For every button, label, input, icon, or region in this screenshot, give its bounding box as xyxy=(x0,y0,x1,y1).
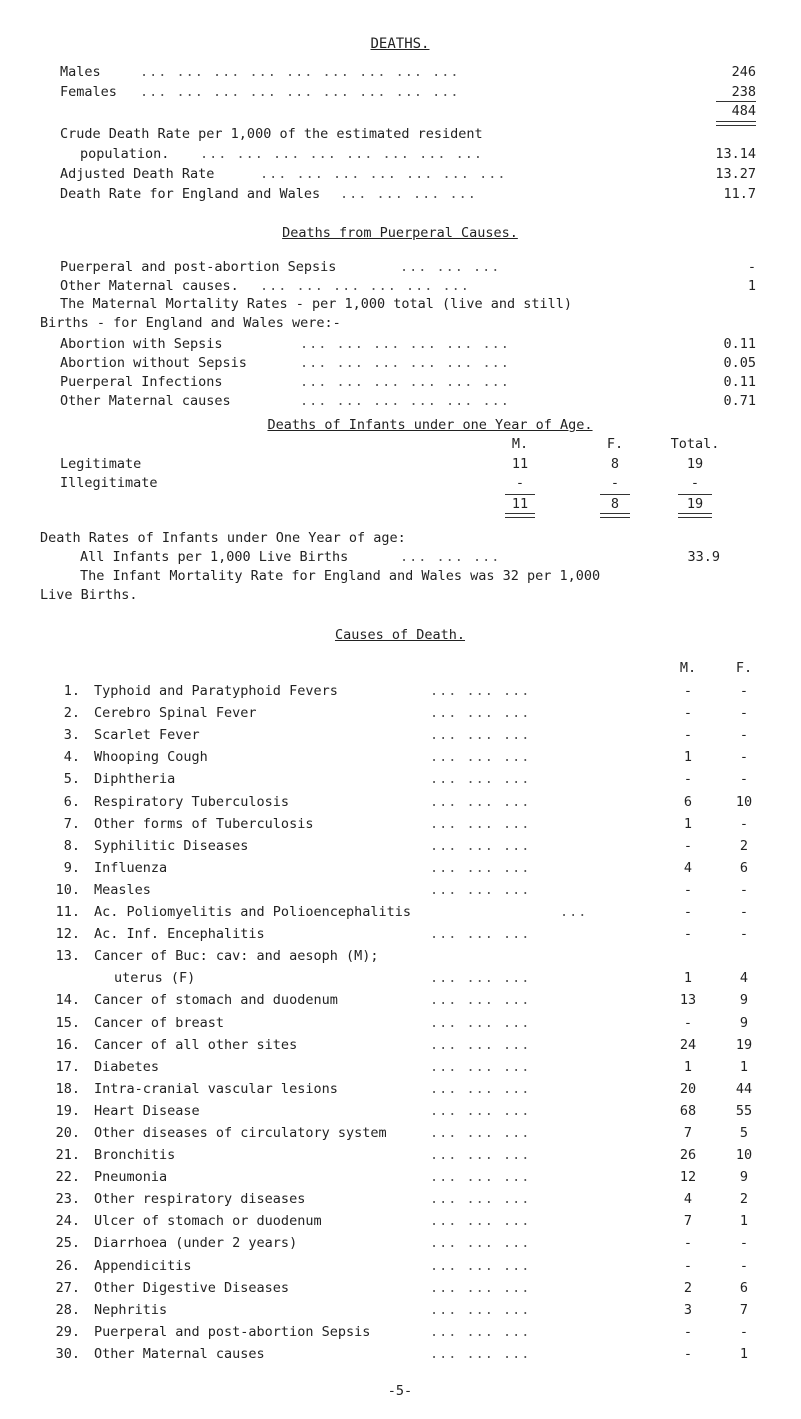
cause-m-value: 1 xyxy=(683,816,693,832)
other-maternal-label: Other Maternal causes. xyxy=(60,278,239,294)
cause-number: 10. xyxy=(55,882,80,898)
cause-number: 20. xyxy=(55,1125,80,1141)
all-infants-value: 33.9 xyxy=(687,549,720,565)
cause-number: 16. xyxy=(55,1037,80,1053)
females-value: 238 xyxy=(731,84,756,100)
cause-m-value: - xyxy=(683,882,693,898)
males-label: Males xyxy=(60,64,101,80)
cause-f-value: 19 xyxy=(735,1037,753,1053)
cause-label: Typhoid and Paratyphoid Fevers xyxy=(94,683,338,699)
ew-rate-label: Death Rate for England and Wales xyxy=(60,186,321,202)
illegitimate-m: - xyxy=(515,475,525,491)
mmr-item-label: Other Maternal causes xyxy=(60,393,231,409)
cause-m-value: - xyxy=(683,705,693,721)
cause-label: Other Digestive Diseases xyxy=(94,1280,290,1296)
causes-header-f: F. xyxy=(735,660,753,676)
cause-m-value: - xyxy=(683,926,693,942)
cause-m-value: 13 xyxy=(679,992,697,1008)
cause-number: 4. xyxy=(63,749,80,765)
cause-number: 21. xyxy=(55,1147,80,1163)
cause-f-value: - xyxy=(739,683,749,699)
dot-leader: ... ... ... xyxy=(430,794,531,810)
dot-leader: ... ... ... xyxy=(430,1015,531,1031)
page-title: DEATHS. xyxy=(370,36,430,52)
infants-total-total: 19 xyxy=(686,496,704,512)
cause-label: Diabetes xyxy=(94,1059,160,1075)
cause-f-value: 9 xyxy=(739,1015,749,1031)
cause-f-value: - xyxy=(739,749,749,765)
cause-label: Ac. Inf. Encephalitis xyxy=(94,926,265,942)
dot-leader: ... ... ... ... ... ... xyxy=(300,336,510,352)
cause-number: 9. xyxy=(63,860,80,876)
cause-f-value: - xyxy=(739,882,749,898)
cause-f-value: 6 xyxy=(739,1280,749,1296)
cause-number: 14. xyxy=(55,992,80,1008)
dbl-rule-m xyxy=(505,513,535,518)
cause-f-value: 10 xyxy=(735,1147,753,1163)
legitimate-m: 11 xyxy=(511,456,529,472)
dot-leader: ... ... ... ... ... ... xyxy=(300,393,510,409)
mmr-item-value: 0.11 xyxy=(723,336,756,352)
cause-label: Diphtheria xyxy=(94,771,176,787)
cause-m-value: 7 xyxy=(683,1125,693,1141)
cause-label: Ac. Poliomyelitis and Polioencephalitis xyxy=(94,904,411,920)
cause-label: Other forms of Tuberculosis xyxy=(94,816,314,832)
mmr-item-label: Abortion with Sepsis xyxy=(60,336,223,352)
cause-f-value: 1 xyxy=(739,1059,749,1075)
dot-leader: ... ... ... xyxy=(430,1169,531,1185)
cause-number: 13. xyxy=(55,948,80,964)
cause-number: 6. xyxy=(63,794,80,810)
dot-leader: ... ... ... xyxy=(430,926,531,942)
dot-leader: ... ... ... xyxy=(430,1059,531,1075)
cause-label: Nephritis xyxy=(94,1302,168,1318)
dot-leader: ... ... ... ... ... ... ... ... xyxy=(200,146,483,162)
cause-m-value: 26 xyxy=(679,1147,697,1163)
crude-label: Crude Death Rate per 1,000 of the estimated resident xyxy=(60,126,483,142)
cause-label: Syphilitic Diseases xyxy=(94,838,249,854)
ew-rate-value: 11.7 xyxy=(723,186,756,202)
legitimate-label: Legitimate xyxy=(60,456,142,472)
cause-label: Cancer of stomach and duodenum xyxy=(94,992,338,1008)
mmr-text: The Maternal Mortality Rates - per 1,000 total (live and still) xyxy=(60,296,573,312)
cause-m-value: 20 xyxy=(679,1081,697,1097)
cause-m-value: - xyxy=(683,1235,693,1251)
infants-title: Deaths of Infants under one Year of Age. xyxy=(267,417,593,433)
cause-label: Bronchitis xyxy=(94,1147,176,1163)
mmr-item-value: 0.71 xyxy=(723,393,756,409)
dot-leader: ... ... ... xyxy=(400,259,501,275)
cause-f-value: 2 xyxy=(739,1191,749,1207)
cause-number: 1. xyxy=(63,683,80,699)
cause-f-value: 2 xyxy=(739,838,749,854)
cause-m-value: - xyxy=(683,683,693,699)
cause-m-value: 3 xyxy=(683,1302,693,1318)
causes-header-m: M. xyxy=(679,660,697,676)
cause-f-value: - xyxy=(739,705,749,721)
rule-total xyxy=(678,494,712,495)
imr-text-cont: Live Births. xyxy=(40,587,138,603)
cause-f-value: 1 xyxy=(739,1213,749,1229)
crude-value: 13.14 xyxy=(715,146,756,162)
cause-m-value: 7 xyxy=(683,1213,693,1229)
dot-leader: ... ... ... xyxy=(430,1346,531,1362)
cause-f-value: 55 xyxy=(735,1103,753,1119)
total-value: 484 xyxy=(731,103,756,119)
cause-label: Other diseases of circulatory system xyxy=(94,1125,387,1141)
dot-leader: ... ... ... ... ... ... ... ... ... xyxy=(140,84,460,100)
cause-label-cont: uterus (F) xyxy=(114,970,196,986)
cause-number: 26. xyxy=(55,1258,80,1274)
cause-label: Diarrhoea (under 2 years) xyxy=(94,1235,298,1251)
cause-f-value: 5 xyxy=(739,1125,749,1141)
cause-m-value: - xyxy=(683,771,693,787)
mmr-item-label: Abortion without Sepsis xyxy=(60,355,247,371)
cause-f-value: 1 xyxy=(739,1346,749,1362)
cause-label: Whooping Cough xyxy=(94,749,208,765)
dot-leader: ... ... ... xyxy=(430,970,531,986)
cause-label: Cancer of all other sites xyxy=(94,1037,298,1053)
dot-leader: ... xyxy=(560,904,588,920)
cause-m-value: - xyxy=(683,1324,693,1340)
cause-f-value: - xyxy=(739,771,749,787)
cause-label: Other respiratory diseases xyxy=(94,1191,306,1207)
cause-f-value: 4 xyxy=(739,970,749,986)
cause-m-value: 6 xyxy=(683,794,693,810)
dot-leader: ... ... ... xyxy=(430,1213,531,1229)
cause-m-value: 1 xyxy=(683,970,693,986)
dot-leader: ... ... ... xyxy=(430,705,531,721)
cause-number: 8. xyxy=(63,838,80,854)
dot-leader: ... ... ... ... ... ... ... ... ... xyxy=(140,64,460,80)
dot-leader: ... ... ... xyxy=(430,1280,531,1296)
dot-leader: ... ... ... xyxy=(430,992,531,1008)
cause-f-value: - xyxy=(739,727,749,743)
cause-label: Scarlet Fever xyxy=(94,727,200,743)
dot-leader: ... ... ... xyxy=(430,838,531,854)
cause-m-value: 12 xyxy=(679,1169,697,1185)
cause-number: 15. xyxy=(55,1015,80,1031)
adjusted-value: 13.27 xyxy=(715,166,756,182)
sum-rule xyxy=(716,101,756,102)
cause-m-value: 2 xyxy=(683,1280,693,1296)
infants-total-m: 11 xyxy=(511,496,529,512)
cause-m-value: 1 xyxy=(683,1059,693,1075)
cause-number: 22. xyxy=(55,1169,80,1185)
dot-leader: ... ... ... ... ... ... xyxy=(300,374,510,390)
cause-m-value: 4 xyxy=(683,860,693,876)
dot-leader: ... ... ... ... xyxy=(340,186,477,202)
infants-header-f: F. xyxy=(606,436,624,452)
dbl-rule-f xyxy=(600,513,630,518)
rule-f xyxy=(600,494,630,495)
cause-number: 17. xyxy=(55,1059,80,1075)
sepsis-value: - xyxy=(747,259,756,275)
dbl-rule-total xyxy=(678,513,712,518)
cause-number: 18. xyxy=(55,1081,80,1097)
dot-leader: ... ... ... xyxy=(430,860,531,876)
dot-leader: ... ... ... xyxy=(430,1258,531,1274)
dot-leader: ... ... ... xyxy=(430,1103,531,1119)
infant-rates-title: Death Rates of Infants under One Year of age: xyxy=(40,530,406,546)
cause-f-value: 7 xyxy=(739,1302,749,1318)
cause-number: 27. xyxy=(55,1280,80,1296)
mmr-item-value: 0.05 xyxy=(723,355,756,371)
cause-f-value: - xyxy=(739,1258,749,1274)
cause-label: Measles xyxy=(94,882,151,898)
cause-label: Pneumonia xyxy=(94,1169,168,1185)
cause-m-value: 4 xyxy=(683,1191,693,1207)
cause-f-value: - xyxy=(739,816,749,832)
mmr-text-cont: Births - for England and Wales were:- xyxy=(40,315,341,331)
cause-number: 7. xyxy=(63,816,80,832)
cause-number: 5. xyxy=(63,771,80,787)
infants-header-total: Total. xyxy=(670,436,720,452)
cause-label: Cancer of breast xyxy=(94,1015,225,1031)
cause-label: Puerperal and post-abortion Sepsis xyxy=(94,1324,371,1340)
cause-label: Heart Disease xyxy=(94,1103,200,1119)
cause-label: Other Maternal causes xyxy=(94,1346,265,1362)
cause-m-value: - xyxy=(683,727,693,743)
dot-leader: ... ... ... xyxy=(430,1125,531,1141)
mmr-item-value: 0.11 xyxy=(723,374,756,390)
illegitimate-f: - xyxy=(610,475,620,491)
page-number: -5- xyxy=(387,1383,413,1399)
dot-leader: ... ... ... xyxy=(430,882,531,898)
dot-leader: ... ... ... xyxy=(430,1081,531,1097)
causes-title: Causes of Death. xyxy=(334,627,466,643)
dot-leader: ... ... ... xyxy=(400,549,501,565)
dot-leader: ... ... ... xyxy=(430,1324,531,1340)
dot-leader: ... ... ... xyxy=(430,749,531,765)
dot-leader: ... ... ... xyxy=(430,1235,531,1251)
dot-leader: ... ... ... xyxy=(430,771,531,787)
cause-number: 12. xyxy=(55,926,80,942)
dot-leader: ... ... ... xyxy=(430,1302,531,1318)
dot-leader: ... ... ... xyxy=(430,1037,531,1053)
cause-f-value: 6 xyxy=(739,860,749,876)
mmr-item-label: Puerperal Infections xyxy=(60,374,223,390)
cause-m-value: - xyxy=(683,1258,693,1274)
dot-leader: ... ... ... xyxy=(430,1191,531,1207)
cause-number: 3. xyxy=(63,727,80,743)
infants-total-f: 8 xyxy=(610,496,620,512)
cause-m-value: 1 xyxy=(683,749,693,765)
cause-label: Ulcer of stomach or duodenum xyxy=(94,1213,322,1229)
dot-leader: ... ... ... ... ... ... ... xyxy=(260,166,507,182)
males-value: 246 xyxy=(731,64,756,80)
dot-leader: ... ... ... ... ... ... xyxy=(300,355,510,371)
total-double-rule xyxy=(716,121,756,126)
legitimate-f: 8 xyxy=(610,456,620,472)
cause-f-value: - xyxy=(739,1324,749,1340)
cause-number: 30. xyxy=(55,1346,80,1362)
cause-number: 2. xyxy=(63,705,80,721)
dot-leader: ... ... ... xyxy=(430,727,531,743)
cause-f-value: - xyxy=(739,904,749,920)
cause-label: Appendicitis xyxy=(94,1258,192,1274)
cause-m-value: - xyxy=(683,1346,693,1362)
puerperal-title: Deaths from Puerperal Causes. xyxy=(282,225,518,241)
cause-number: 29. xyxy=(55,1324,80,1340)
adjusted-label: Adjusted Death Rate xyxy=(60,166,215,182)
cause-label: Cerebro Spinal Fever xyxy=(94,705,257,721)
illegitimate-label: Illegitimate xyxy=(60,475,158,491)
all-infants-label: All Infants per 1,000 Live Births xyxy=(80,549,349,565)
cause-number: 25. xyxy=(55,1235,80,1251)
cause-f-value: 9 xyxy=(739,992,749,1008)
cause-number: 28. xyxy=(55,1302,80,1318)
cause-f-value: - xyxy=(739,1235,749,1251)
cause-m-value: - xyxy=(683,838,693,854)
cause-number: 24. xyxy=(55,1213,80,1229)
cause-m-value: - xyxy=(683,1015,693,1031)
cause-number: 23. xyxy=(55,1191,80,1207)
cause-f-value: 9 xyxy=(739,1169,749,1185)
cause-label: Intra-cranial vascular lesions xyxy=(94,1081,338,1097)
crude-label-cont: population. xyxy=(80,146,170,162)
cause-label: Influenza xyxy=(94,860,168,876)
illegitimate-total: - xyxy=(690,475,700,491)
infants-header-m: M. xyxy=(511,436,529,452)
cause-f-value: 10 xyxy=(735,794,753,810)
legitimate-total: 19 xyxy=(686,456,704,472)
cause-number: 11. xyxy=(55,904,80,920)
cause-m-value: - xyxy=(683,904,693,920)
dot-leader: ... ... ... xyxy=(430,683,531,699)
dot-leader: ... ... ... xyxy=(430,1147,531,1163)
dot-leader: ... ... ... ... ... ... xyxy=(260,278,470,294)
females-label: Females xyxy=(60,84,117,100)
cause-number: 19. xyxy=(55,1103,80,1119)
cause-f-value: 44 xyxy=(735,1081,753,1097)
other-maternal-value: 1 xyxy=(747,278,756,294)
dot-leader: ... ... ... xyxy=(430,816,531,832)
imr-text: The Infant Mortality Rate for England and Wales was 32 per 1,000 xyxy=(80,568,601,584)
cause-m-value: 24 xyxy=(679,1037,697,1053)
rule-m xyxy=(505,494,535,495)
cause-m-value: 68 xyxy=(679,1103,697,1119)
sepsis-label: Puerperal and post-abortion Sepsis xyxy=(60,259,337,275)
cause-label: Respiratory Tuberculosis xyxy=(94,794,290,810)
cause-label: Cancer of Buc: cav: and aesoph (M); xyxy=(94,948,379,964)
cause-f-value: - xyxy=(739,926,749,942)
